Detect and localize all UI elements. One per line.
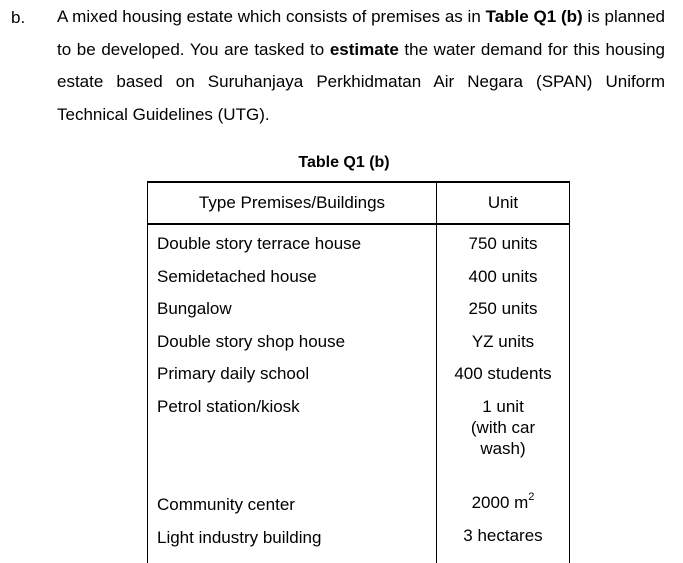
table-reference: Table Q1 (b) (485, 7, 583, 26)
table-row-unit: YZ units (471, 332, 535, 351)
table-row-unit: 250 units (468, 299, 538, 318)
unit-line: (with car (470, 418, 536, 437)
question-text-2: is planned to be developed. You are tasked to (57, 7, 665, 59)
header-premises: Type Premises/Buildings (198, 193, 386, 212)
table-row-unit: 400 units (468, 267, 538, 286)
question-paragraph (57, 1, 665, 131)
table-row-premise: Bungalow (157, 299, 232, 318)
table-row-unit: 400 students (454, 364, 552, 383)
table-row-premise: Double story shop house (157, 332, 346, 351)
unit-line: wash) (480, 439, 526, 458)
question-text-3: the water demand for this housing estate based on Suruhanjaya Perkhidmatan Air Negara (SPAN) Uniform Technical Guidelines (UTG). (57, 39, 666, 124)
table-row-unit: 3 hectares (463, 526, 543, 545)
table-caption: Table Q1 (b) (298, 154, 390, 171)
task-verb: estimate (329, 39, 399, 59)
header-divider (148, 223, 569, 225)
table-row-unit (437, 396, 569, 459)
table-row-unit (437, 492, 569, 513)
unit-line: 1 unit (482, 397, 524, 416)
table-row-premise: Light industry building (157, 528, 322, 547)
table-row-premise: Petrol station/kiosk (157, 397, 300, 416)
question-label: b. (11, 8, 26, 27)
header-unit: Unit (487, 193, 519, 212)
unit-exponent: 2 (528, 491, 535, 504)
table-row-unit: 750 units (468, 234, 538, 253)
question-text-1: A mixed housing estate which consists of premises as in (57, 7, 486, 26)
table-row-premise: Primary daily school (157, 364, 310, 383)
unit-value: 2000 m (471, 493, 529, 512)
table-row-premise: Community center (157, 495, 295, 514)
table-row-premise: Semidetached house (157, 267, 317, 286)
premises-table (147, 181, 570, 563)
table-row-premise: Double story terrace house (157, 234, 362, 253)
